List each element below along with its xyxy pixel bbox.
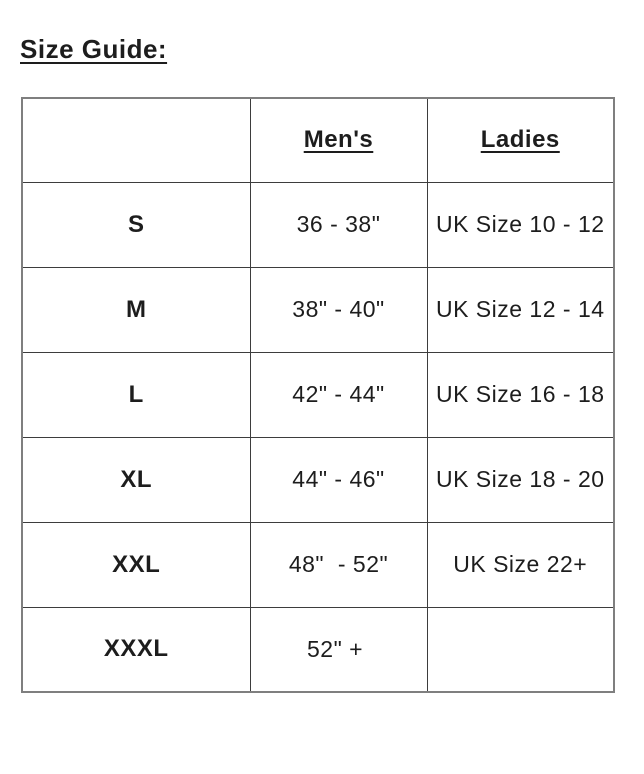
size-table-body xyxy=(22,182,614,692)
header-mens-label: Men's xyxy=(303,126,374,154)
size-cell: XL xyxy=(22,437,250,522)
ladies-cell: UK Size 12 - 14 xyxy=(427,267,614,352)
ladies-cell: UK Size 16 - 18 xyxy=(427,352,614,437)
table-row-l xyxy=(22,352,614,437)
header-row xyxy=(22,98,614,182)
table-row-xxl xyxy=(22,522,614,607)
header-ladies-label: Ladies xyxy=(480,126,560,154)
size-guide-table xyxy=(21,97,615,693)
ladies-cell: UK Size 22+ xyxy=(427,522,614,607)
mens-cell: 44" - 46" xyxy=(250,437,427,522)
size-cell: M xyxy=(22,267,250,352)
table-row-s xyxy=(22,182,614,267)
size-cell: XXXL xyxy=(22,607,250,692)
ladies-cell: UK Size 10 - 12 xyxy=(427,182,614,267)
mens-cell: 42" - 44" xyxy=(250,352,427,437)
table-row-xxxl xyxy=(22,607,614,692)
mens-cell: 38" - 40" xyxy=(250,267,427,352)
table-row-xl xyxy=(22,437,614,522)
size-cell: XXL xyxy=(22,522,250,607)
page-title: Size Guide: xyxy=(20,34,168,64)
mens-cell: 48" - 52" xyxy=(250,522,427,607)
size-cell: L xyxy=(22,352,250,437)
size-table-header xyxy=(22,98,614,182)
header-cell-blank xyxy=(22,98,250,182)
table-row-m xyxy=(22,267,614,352)
header-cell-mens xyxy=(250,98,427,182)
mens-cell: 52" + xyxy=(250,607,427,692)
ladies-cell xyxy=(427,607,614,692)
mens-cell: 36 - 38" xyxy=(250,182,427,267)
header-cell-ladies xyxy=(427,98,614,182)
size-cell: S xyxy=(22,182,250,267)
ladies-cell: UK Size 18 - 20 xyxy=(427,437,614,522)
